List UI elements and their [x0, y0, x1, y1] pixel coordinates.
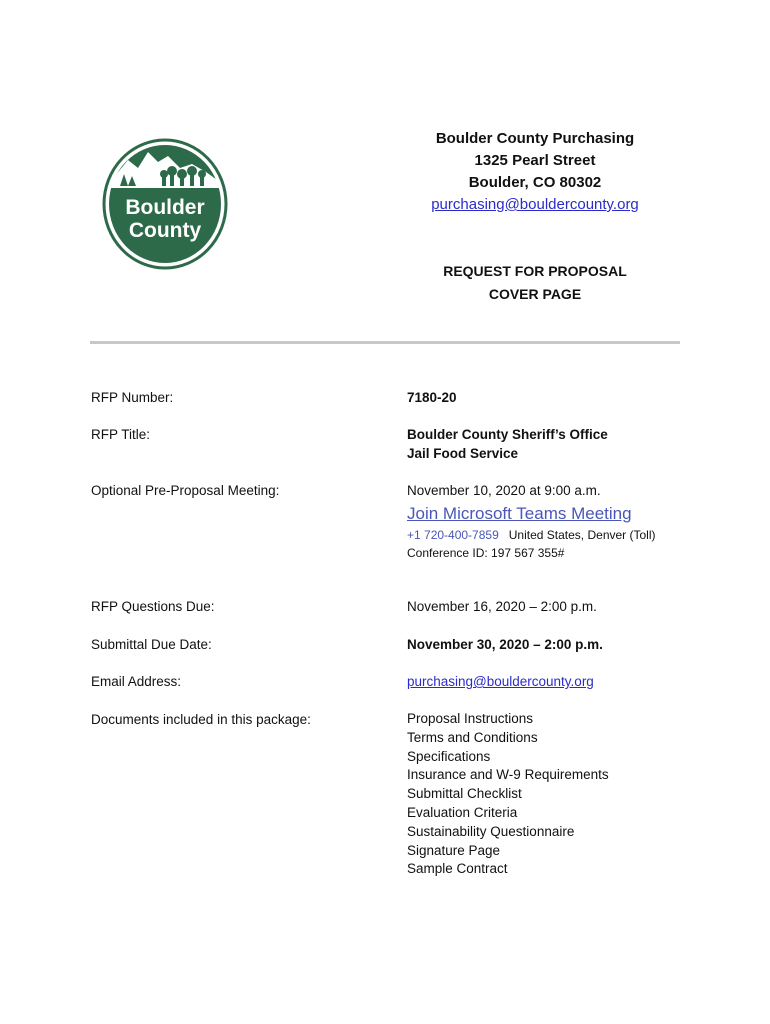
list-item: Sustainability Questionnaire	[407, 823, 575, 839]
email-link[interactable]: purchasing@bouldercounty.org	[407, 674, 594, 689]
rfp-title-line-1: Boulder County Sheriff’s Office	[407, 427, 608, 442]
title-line-2: COVER PAGE	[488, 286, 582, 302]
header-email-link[interactable]: purchasing@bouldercounty.org	[431, 196, 639, 213]
questions-due-label: RFP Questions Due:	[91, 599, 215, 614]
address-block	[400, 128, 670, 216]
conference-id: Conference ID: 197 567 355#	[407, 546, 565, 560]
divider	[90, 341, 680, 344]
list-item: Signature Page	[407, 842, 501, 858]
list-item: Evaluation Criteria	[407, 804, 518, 820]
title-line-1: REQUEST FOR PROPOSAL	[443, 263, 627, 279]
rfp-number-label: RFP Number:	[91, 390, 174, 405]
list-item: Sample Contract	[407, 861, 508, 877]
rfp-title-label: RFP Title:	[91, 427, 151, 442]
email-label: Email Address:	[91, 674, 182, 689]
meeting-phone-note: United States, Denver (Toll)	[508, 528, 656, 542]
city-state-zip: Boulder, CO 80302	[468, 174, 602, 191]
documents-label: Documents included in this package:	[91, 712, 311, 727]
submittal-due-label: Submittal Due Date:	[91, 637, 212, 652]
logo-text-boulder: Boulder	[125, 196, 205, 219]
list-item: Terms and Conditions	[407, 729, 538, 745]
teams-meeting-link[interactable]: Join Microsoft Teams Meeting	[407, 504, 632, 523]
meeting-phone[interactable]: +1 720-400-7859	[407, 528, 499, 542]
list-item: Proposal Instructions	[407, 711, 534, 726]
logo-text-county: County	[128, 219, 202, 242]
meeting-details	[407, 481, 656, 562]
meeting-label: Optional Pre-Proposal Meeting:	[91, 483, 280, 498]
list-item: Specifications	[407, 748, 491, 764]
boulder-county-logo	[102, 138, 228, 270]
rfp-title-value	[407, 425, 608, 463]
org-name: Boulder County Purchasing	[435, 130, 635, 147]
questions-due-value: November 16, 2020 – 2:00 p.m.	[407, 599, 597, 614]
list-item: Submittal Checklist	[407, 786, 522, 802]
rfp-title-line-2: Jail Food Service	[407, 446, 519, 461]
rfp-number-value: 7180-20	[407, 390, 457, 405]
meeting-date: November 10, 2020 at 9:00 a.m.	[407, 483, 601, 498]
street-address: 1325 Pearl Street	[474, 152, 596, 169]
list-item: Insurance and W-9 Requirements	[407, 767, 609, 783]
documents-list	[407, 710, 609, 879]
submittal-due-value: November 30, 2020 – 2:00 p.m.	[407, 637, 603, 652]
page-title	[400, 260, 670, 306]
